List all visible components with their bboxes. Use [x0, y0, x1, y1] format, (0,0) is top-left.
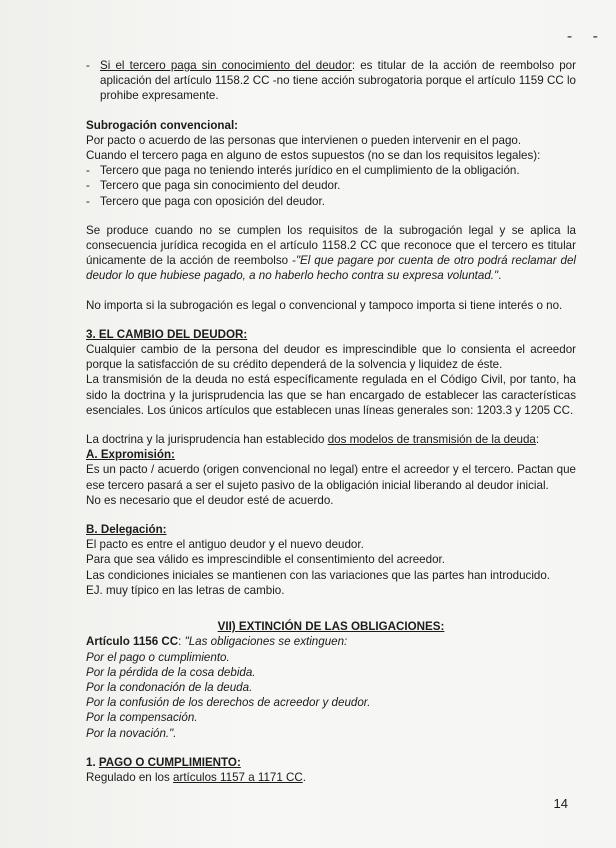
subrogacion-heading: Subrogación convencional:: [86, 118, 239, 132]
delegacion-line: EJ. muy típico en las letras de cambio.: [86, 583, 285, 597]
subrogacion-bullet: - Tercero que paga con oposición del deudor.: [86, 194, 325, 208]
subrogacion-line: Por pacto o acuerdo de las personas que intervienen o pueden intervenir en el pago.: [86, 133, 522, 147]
pago-line: Regulado en los artículos 1157 a 1171 CC.: [86, 770, 307, 784]
cambio-paragraph: La transmisión de la deuda no está específicamente regulada en el Código Civil, por tanto, ha sido la doctrina y la jurisprudencia las que se han encargado de establecer las características esenciales. Los únicos artículos que establecen unas líneas generales son: 1203.3 y 1205 CC.: [86, 373, 576, 417]
corner-mark: - -: [566, 28, 606, 45]
extincion-item: Por el pago o cumplimiento.: [86, 650, 230, 664]
article-quote: "El que pagare por cuenta de otro podrá reclamar del deudor lo que hubiese pagado, a no haberlo hecho contra su expresa voluntad.": [86, 254, 576, 283]
models-line: La doctrina y la jurisprudencia han establecido dos modelos de transmisión de la deuda:: [86, 433, 540, 447]
intro-bullet-text: : es titular de la acción de reembolso por aplicación del artículo 1158.2 CC -no tiene acción subrogatoria porque el artículo 1159 CC lo prohibe expresamente.: [100, 59, 576, 103]
subrogacion-bullet: - Tercero que paga sin conocimiento del deudor.: [86, 179, 341, 193]
intro-bullet: [86, 58, 576, 104]
expromision-note: No es necesario que el deudor esté de acuerdo.: [86, 493, 334, 507]
intro-bullet-underlined: Si el tercero paga sin conocimiento del deudor: [100, 59, 352, 72]
extincion-item: Por la novación.".: [86, 726, 177, 740]
expromision-paragraph: Es un pacto / acuerdo (origen convencional no legal) entre el acreedor y el tercero. Pactan que ese tercero pasará a ser el sujeto pasivo de la obligación inicial liberando al deudor inicial.: [86, 463, 576, 492]
subrogacion-paragraph: Se produce cuando no se cumplen los requisitos de la subrogación legal y se aplica la consecuencia jurídica recogida en el artículo 1158.2 CC que reconoce que el tercero es titular únicamente de la acción de reembolso -"El que pagare por cuenta de otro podrá reclamar del deudor lo que hubiese pagado, a no haberlo hecho contra su expresa voluntad.".: [86, 223, 576, 283]
expromision-heading: A. Expromisión:: [86, 448, 175, 462]
page-number: 14: [553, 796, 568, 811]
extincion-heading: VII) EXTINCIÓN DE LAS OBLIGACIONES:: [217, 620, 445, 634]
extincion-item: Por la condonación de la deuda.: [86, 680, 253, 694]
extincion-item: Por la confusión de los derechos de acreedor y deudor.: [86, 696, 371, 710]
cambio-paragraph: Cualquier cambio de la persona del deudor es imprescindible que lo consienta el acreedor porque la satisfacción de su crédito dependerá de la solvencia y liquidez de éste.: [86, 343, 576, 372]
subrogacion-line: Cuando el tercero paga en alguno de estos supuestos (no se dan los requisitos legales):: [86, 149, 541, 163]
subrogacion-bullet: - Tercero que paga no teniendo interés jurídico en el cumplimiento de la obligación.: [86, 164, 520, 178]
pago-heading: 1. PAGO O CUMPLIMIENTO:: [86, 755, 241, 769]
subrogacion-note: No importa si la subrogación es legal o convencional y tampoco importa si tiene interés o no.: [86, 298, 563, 312]
cambio-heading: 3. EL CAMBIO DEL DEUDOR:: [86, 327, 248, 341]
delegacion-line: Las condiciones iniciales se mantienen con las variaciones que las partes han introducido.: [86, 568, 551, 582]
page-content: [86, 58, 576, 785]
delegacion-line: Para que sea válido es imprescindible el consentimiento del acreedor.: [86, 553, 445, 567]
delegacion-line: El pacto es entre el antiguo deudor y el nuevo deudor.: [86, 538, 364, 552]
extincion-item: Por la compensación.: [86, 711, 198, 725]
extincion-item: Por la pérdida de la cosa debida.: [86, 665, 256, 679]
article-line: Artículo 1156 CC: "Las obligaciones se extinguen:: [86, 635, 348, 649]
delegacion-heading: B. Delegación:: [86, 523, 167, 537]
dash: -: [86, 59, 90, 72]
